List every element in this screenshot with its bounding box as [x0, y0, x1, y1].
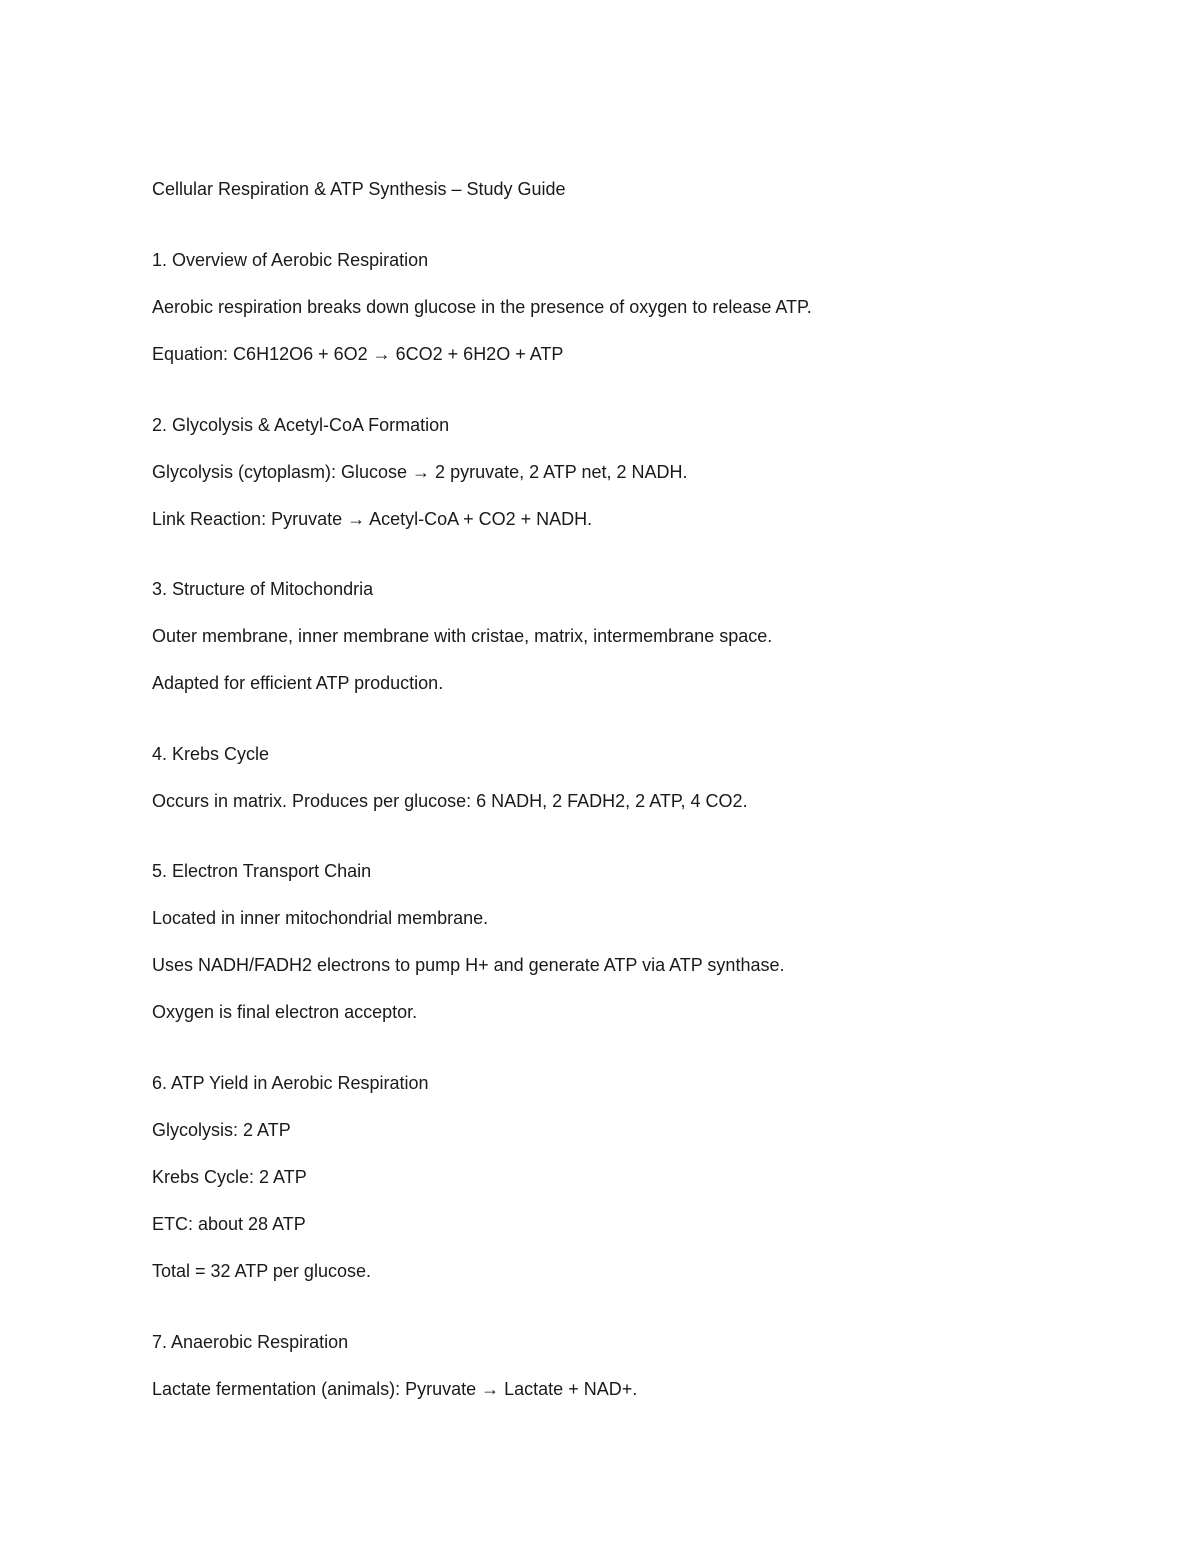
section-line: Uses NADH/FADH2 electrons to pump H+ and generate ATP via ATP synthase.	[152, 955, 785, 975]
section-structure-of-mitochondria	[152, 578, 1112, 694]
document-title: Cellular Respiration & ATP Synthesis – Study Guide	[152, 179, 566, 199]
section-line: Total = 32 ATP per glucose.	[152, 1261, 371, 1281]
section-heading: 5. Electron Transport Chain	[152, 861, 372, 881]
section-line: ETC: about 28 ATP	[152, 1214, 306, 1234]
section-atp-yield	[152, 1072, 1112, 1282]
section-line: Located in inner mitochondrial membrane.	[152, 908, 489, 928]
section-krebs-cycle	[152, 743, 1112, 812]
section-electron-transport-chain	[152, 860, 1112, 1023]
section-line: Aerobic respiration breaks down glucose in the presence of oxygen to release ATP.	[152, 297, 812, 317]
section-heading: 4. Krebs Cycle	[152, 744, 270, 764]
section-line: Outer membrane, inner membrane with cristae, matrix, intermembrane space.	[152, 626, 773, 646]
section-line: Adapted for efficient ATP production.	[152, 673, 444, 693]
section-line: Glycolysis: 2 ATP	[152, 1120, 291, 1140]
section-line: Krebs Cycle: 2 ATP	[152, 1167, 307, 1187]
section-line: Oxygen is final electron acceptor.	[152, 1002, 418, 1022]
equation-line: Equation: C6H12O6 + 6O2 → 6CO2 + 6H2O + ATP	[152, 344, 564, 364]
section-heading: 6. ATP Yield in Aerobic Respiration	[152, 1073, 429, 1093]
section-heading: 1. Overview of Aerobic Respiration	[152, 250, 429, 270]
section-line: Link Reaction: Pyruvate → Acetyl-CoA + CO2 + NADH.	[152, 509, 593, 529]
section-heading: 2. Glycolysis & Acetyl-CoA Formation	[152, 415, 450, 435]
section-line: Lactate fermentation (animals): Pyruvate → Lactate + NAD+.	[152, 1379, 638, 1399]
section-heading: 3. Structure of Mitochondria	[152, 579, 374, 599]
section-heading: 7. Anaerobic Respiration	[152, 1332, 349, 1352]
section-glycolysis-acetyl-coa	[152, 414, 1112, 530]
section-line: Glycolysis (cytoplasm): Glucose → 2 pyruvate, 2 ATP net, 2 NADH.	[152, 462, 688, 482]
section-line: Occurs in matrix. Produces per glucose: 6 NADH, 2 FADH2, 2 ATP, 4 CO2.	[152, 791, 748, 811]
section-overview-aerobic-respiration	[152, 249, 1112, 365]
section-anaerobic-respiration	[152, 1331, 1112, 1400]
